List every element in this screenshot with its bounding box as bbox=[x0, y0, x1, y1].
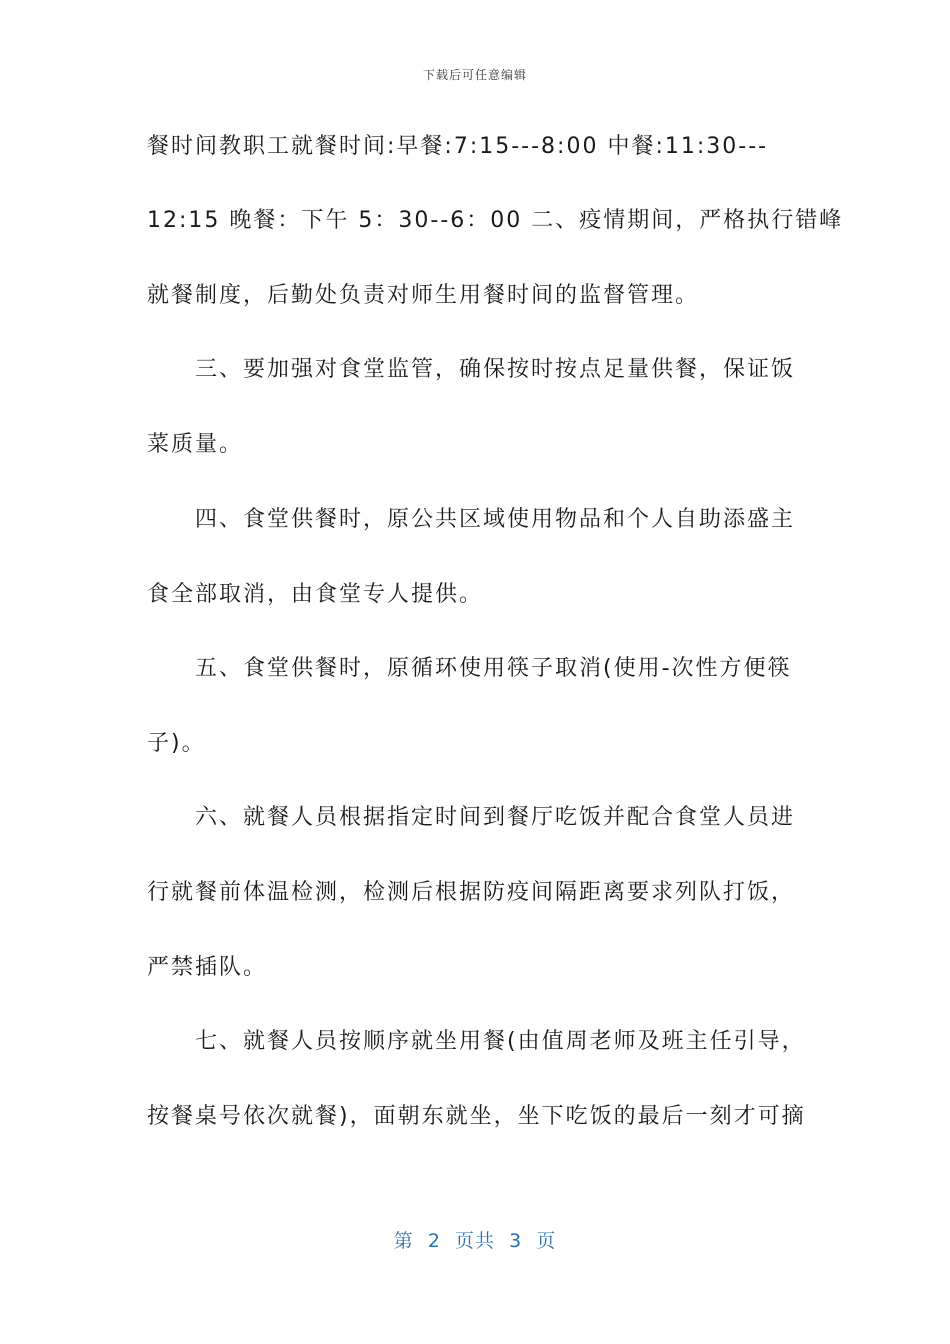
text-line: 子)。 bbox=[147, 731, 206, 756]
paragraph-start-line: 五、食堂供餐时，原循环使用筷子取消(使用-次性方便筷 bbox=[195, 656, 792, 681]
page-header: 下载后可任意编辑 bbox=[422, 68, 527, 82]
page-number-footer: 第 2 页共 3 页 bbox=[393, 1230, 557, 1252]
paragraph-start-line: 四、食堂供餐时，原公共区域使用物品和个人自助添盛主 bbox=[195, 507, 796, 532]
paragraph-start-line: 三、要加强对食堂监管，确保按时按点足量供餐，保证饭 bbox=[195, 357, 796, 382]
paragraph-start-line: 六、就餐人员根据指定时间到餐厅吃饭并配合食堂人员进 bbox=[195, 805, 796, 830]
text-line: 按餐桌号依次就餐)，面朝东就坐，坐下吃饭的最后一刻才可摘 bbox=[147, 1104, 806, 1129]
text-line: 菜质量。 bbox=[147, 432, 244, 457]
text-line: 严禁插队。 bbox=[147, 955, 268, 980]
text-line: 行就餐前体温检测，检测后根据防疫间隔距离要求列队打饭， bbox=[147, 880, 796, 905]
paragraph-start-line: 七、就餐人员按顺序就坐用餐(由值周老师及班主任引导， bbox=[195, 1029, 806, 1054]
text-line: 12:15 晚餐：下午 5：30--6：00 二、疫情期间，严格执行错峰 bbox=[147, 208, 844, 233]
text-line: 就餐制度，后勤处负责对师生用餐时间的监督管理。 bbox=[147, 283, 700, 308]
text-line: 食全部取消，由食堂专人提供。 bbox=[147, 582, 484, 607]
text-line: 餐时间教职工就餐时间:早餐:7:15---8:00 中餐:11:30--- bbox=[147, 134, 769, 159]
